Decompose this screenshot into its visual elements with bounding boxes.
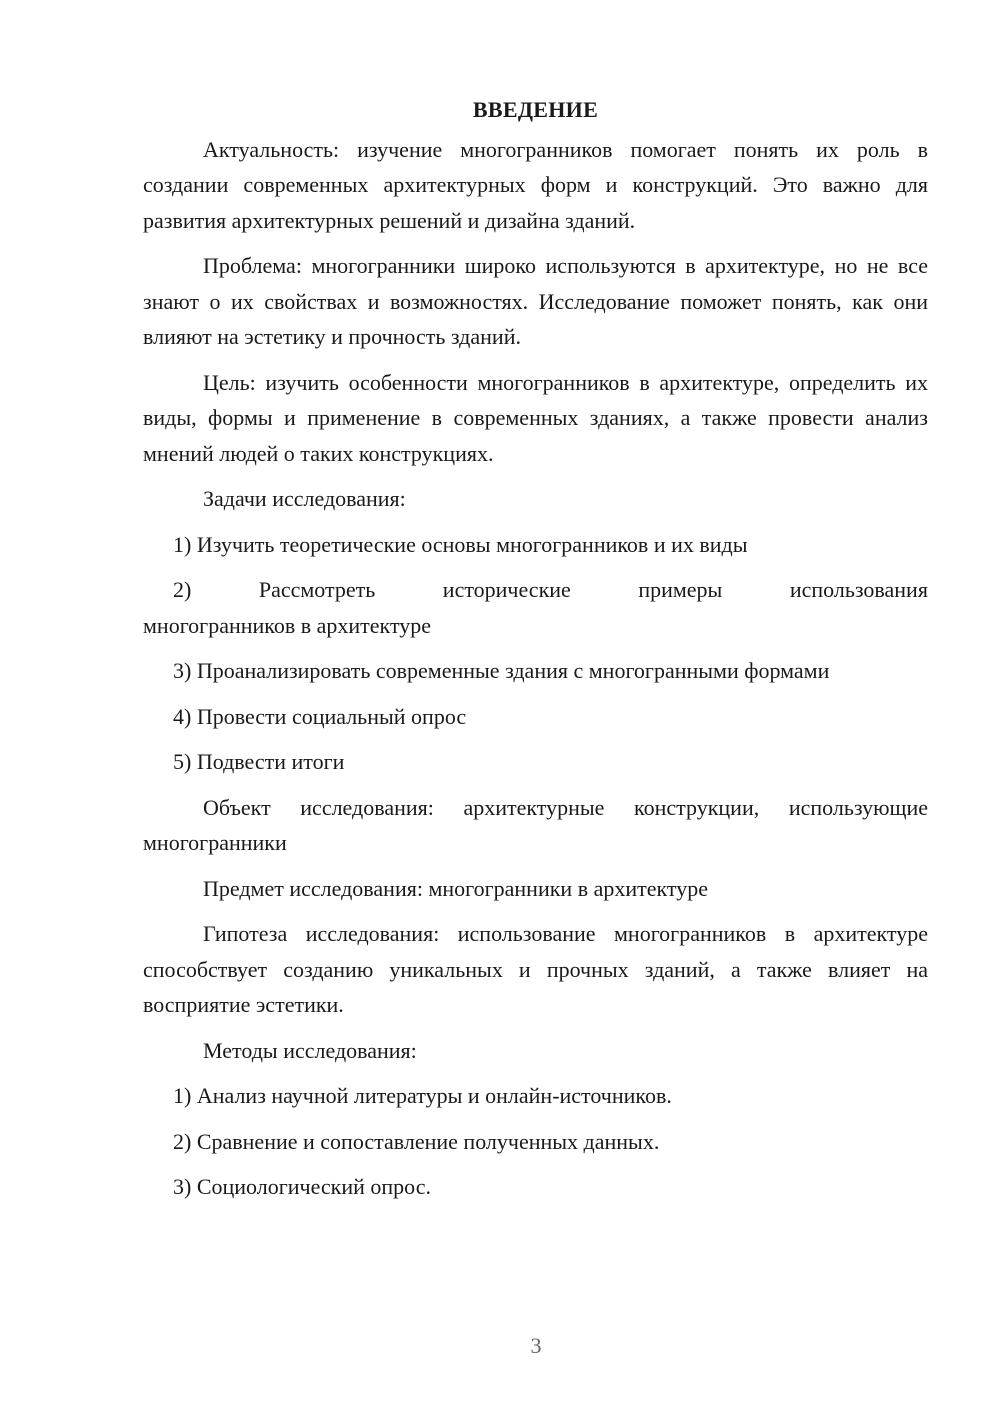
goal-paragraph: Цель: изучить особенности многогранников в архитектуре, определить их виды, формы и применение в современных зданиях, а также провести анализ мнений людей о таких конструкциях. bbox=[143, 369, 928, 466]
task-item-2-word: Рассмотреть bbox=[258, 577, 376, 602]
method-item-1: 1) Анализ научной литературы и онлайн-источников. bbox=[173, 1083, 672, 1108]
method-item-3: 3) Социологический опрос. bbox=[173, 1174, 431, 1199]
task-item-5: 5) Подвести итоги bbox=[173, 749, 345, 774]
tasks-heading: Задачи исследования: bbox=[203, 486, 406, 511]
task-item-3: 3) Проанализировать современные здания с многогранными формами bbox=[173, 658, 830, 683]
document-page bbox=[143, 92, 928, 1215]
task-item-1: 1) Изучить теоретические основы многогранников и их виды bbox=[173, 531, 748, 557]
page-title: ВВЕДЕНИЕ bbox=[472, 97, 599, 122]
subject-paragraph: Предмет исследования: многогранники в архитектуре bbox=[203, 875, 708, 901]
task-item-2-word: исторические bbox=[442, 577, 571, 602]
hypothesis-paragraph: Гипотеза исследования: использование многогранников в архитектуре способствует созданию уникальных и прочных зданий, а также влияет на восприятие эстетики. bbox=[143, 921, 928, 1017]
task-item-2-first-line bbox=[143, 572, 928, 608]
methods-heading: Методы исследования: bbox=[203, 1037, 417, 1063]
method-item-2: 2) Сравнение и сопоставление полученных данных. bbox=[173, 1128, 660, 1154]
task-item-2-word: 2) bbox=[173, 577, 192, 602]
task-item-2-word: примеры bbox=[638, 577, 723, 602]
object-paragraph: Объект исследования: архитектурные конструкции, использующие многогранники bbox=[143, 794, 928, 855]
problem-paragraph: Проблема: многогранники широко используются в архитектуре, но не все знают о их свойствах и возможностях. Исследование поможет понять, как они влияют на эстетику и прочность зданий. bbox=[143, 253, 928, 349]
task-item-2-continuation: многогранников в архитектуре bbox=[143, 612, 432, 638]
page-number: 3 bbox=[530, 1333, 542, 1358]
relevance-paragraph: Актуальность: изучение многогранников помогает понять их роль в создании современных архитектурных форм и конструкций. Это важно для развития архитектурных решений и дизайна зданий. bbox=[143, 136, 928, 233]
task-item-2-word: использования bbox=[789, 577, 928, 602]
task-item-4: 4) Провести социальный опрос bbox=[173, 703, 467, 729]
